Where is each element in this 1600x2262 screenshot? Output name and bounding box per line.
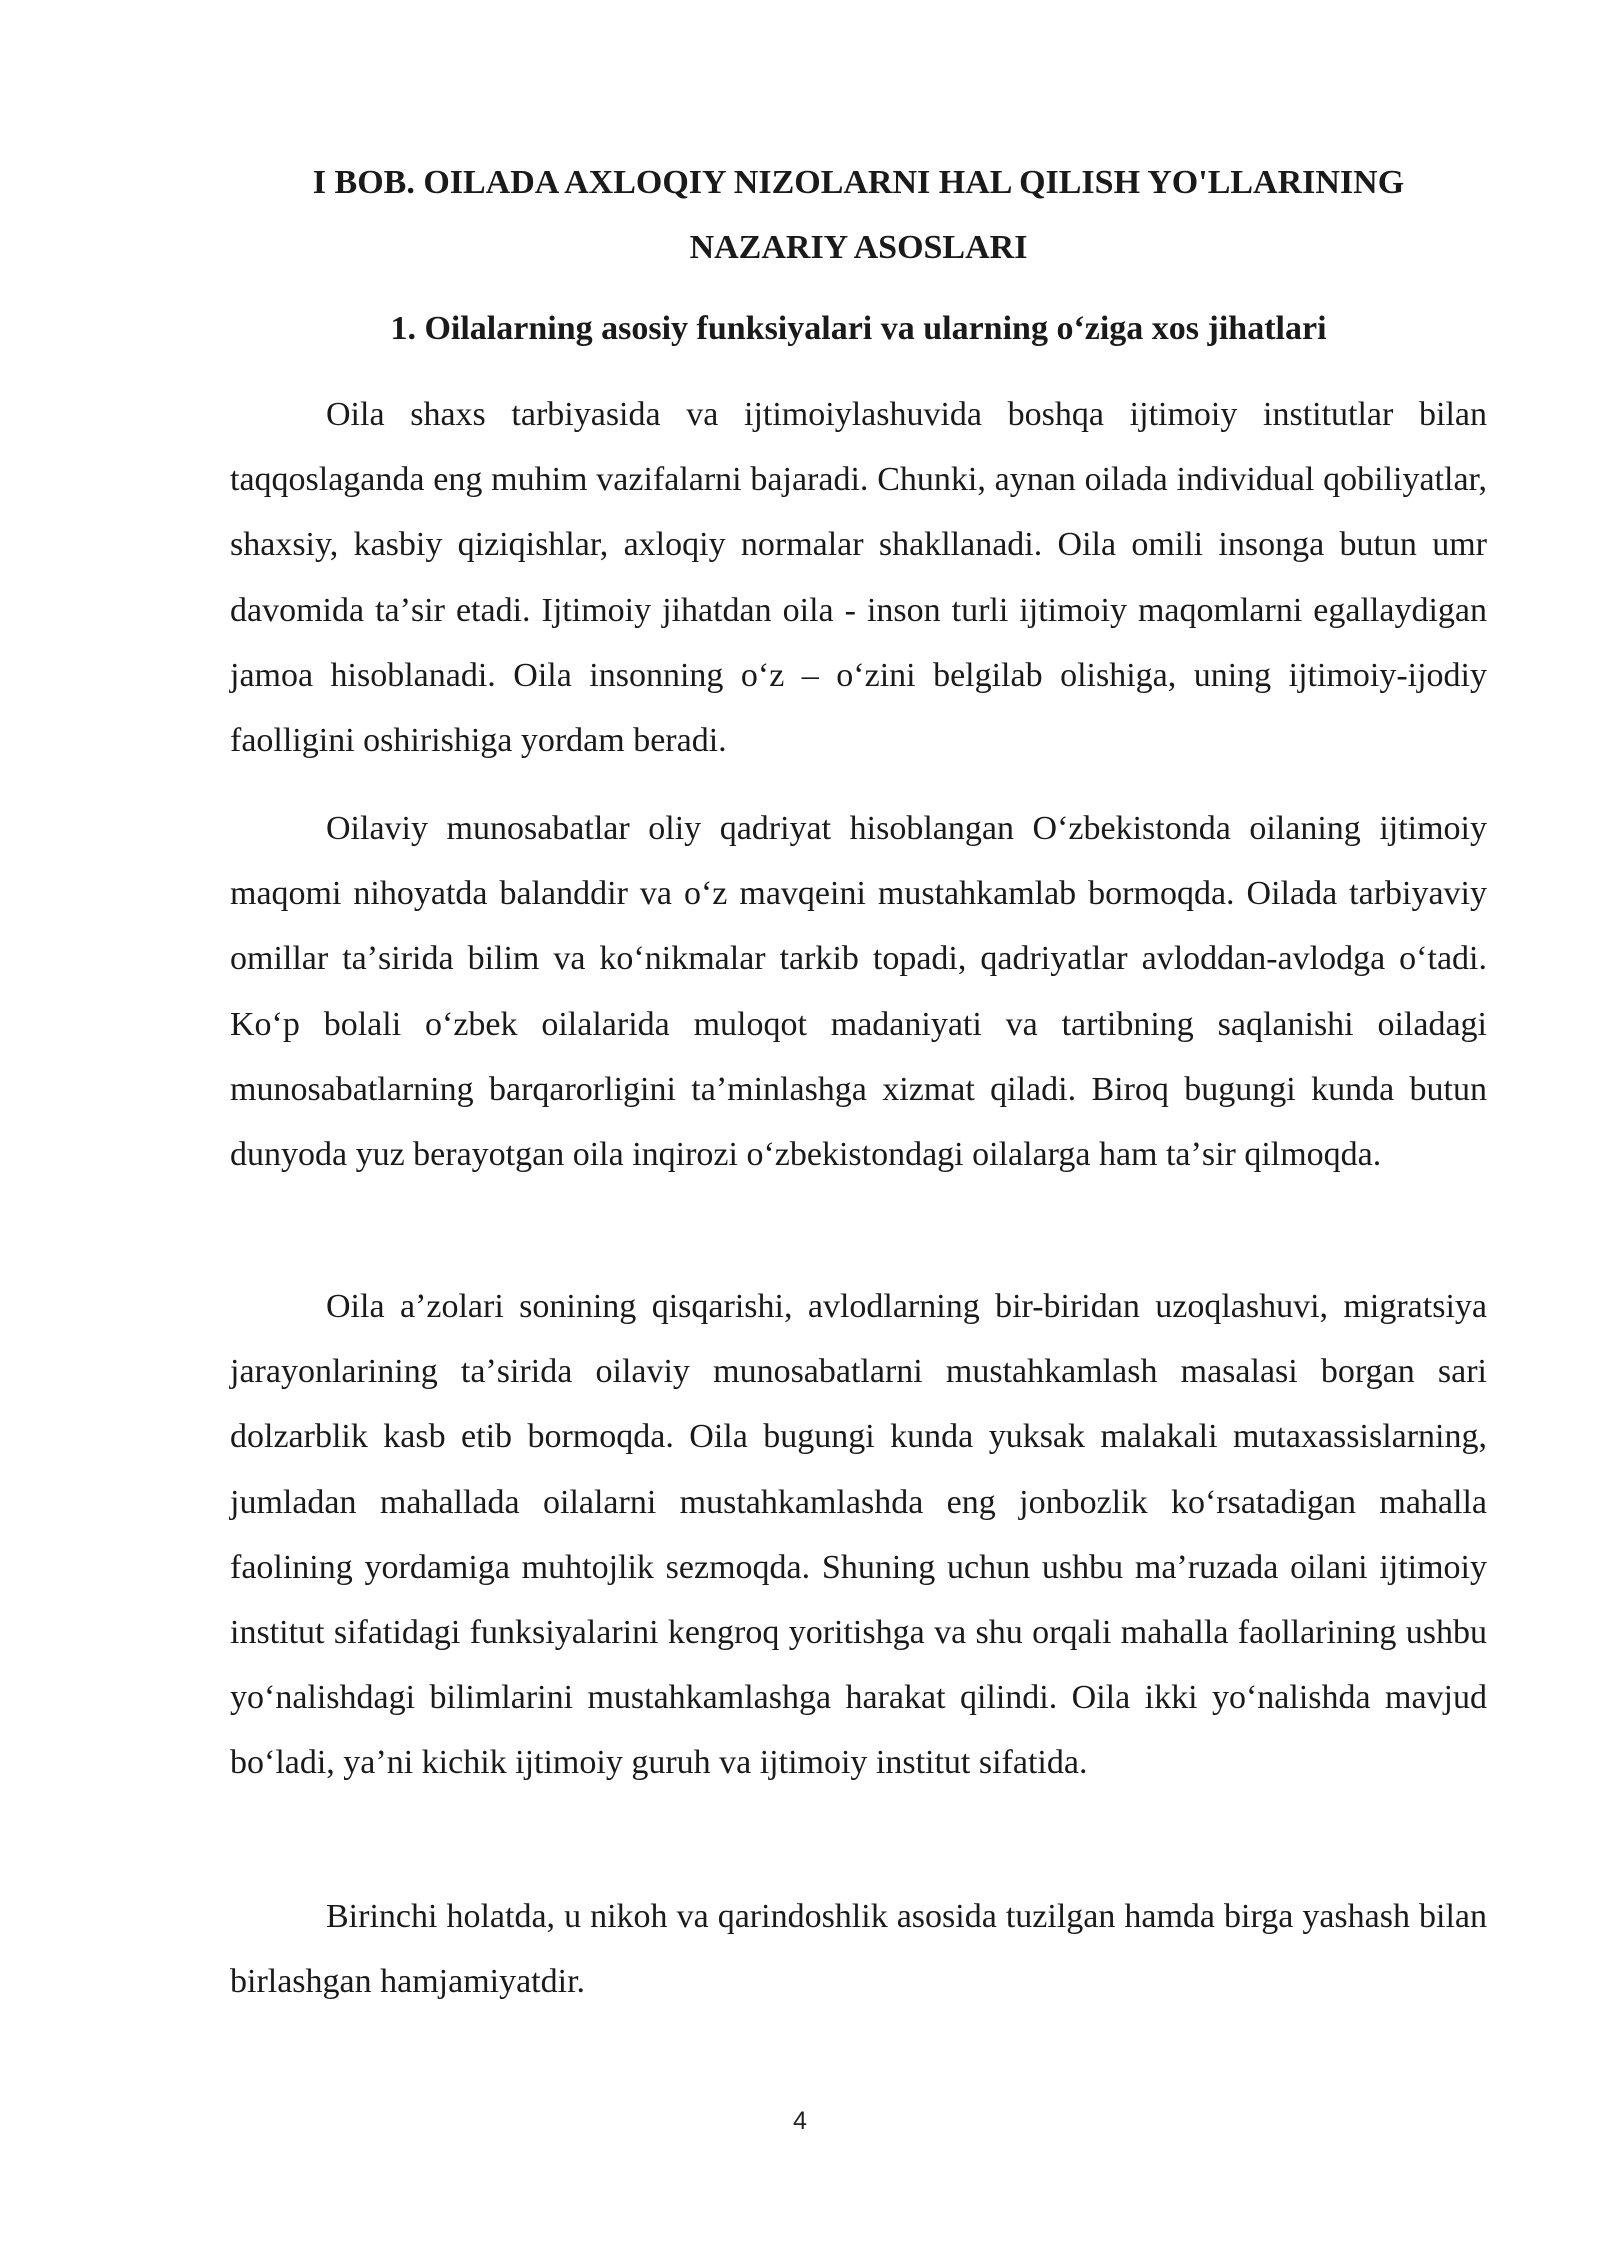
page-number: 4 bbox=[793, 2107, 807, 2135]
section-title: 1. Oilalarning asosiy funksiyalari va ularning oʻziga xos jihatlari bbox=[390, 310, 1327, 347]
paragraph: Oila aʼzolari sonining qisqarishi, avlodlarning bir-biridan uzoqlashuvi, migratsiya jarayonlarining taʼsirida oilaviy munosabatlarni mustahkamlash masalasi borgan sari dolzarblik kasb etib bormoqda. Oila bugungi kunda yuksak malakali mutaxassislarning, jumladan mahallada oilalarni mustahkamlashda eng jonbozlik koʻrsatadigan mahalla faolining yordamiga muhtojlik sezmoqda. Shuning uchun ushbu maʼruzada oilani ijtimoiy institut sifatidagi funksiyalarini kengroq yoritishga va shu orqali mahalla faollarining ushbu yoʻnalishdagi bilimlarini mustahkamlashga harakat qilindi. Oila ikki yoʻnalishda mavjud boʻladi, yaʼni kichik ijtimoiy guruh va ijtimoiy institut sifatida. bbox=[230, 1288, 1487, 1782]
chapter-title: I BOB. OILADA AXLOQIY NIZOLARNI HAL QILISH YO'LLARINING NAZARIY ASOSLARI bbox=[312, 164, 1405, 266]
paragraph: Birinchi holatda, u nikoh va qarindoshlik asosida tuzilgan hamda birga yashash bilan birlashgan hamjamiyatdir. bbox=[230, 1898, 1487, 2001]
paragraph: Oila shaxs tarbiyasida va ijtimoiylashuvida boshqa ijtimoiy institutlar bilan taqqoslaganda eng muhim vazifalarni bajaradi. Chunki, aynan oilada individual qobiliyatlar, shaxsiy, kasbiy qiziqishlar, axloqiy normalar shakllanadi. Oila omili insonga butun umr davomida taʼsir etadi. Ijtimoiy jihatdan oila - inson turli ijtimoiy maqomlarni egallaydigan jamoa hisoblanadi. Oila insonning oʻz – oʻzini belgilab olishiga, uning ijtimoiy-ijodiy faolligini oshirishiga yordam beradi. bbox=[230, 396, 1487, 760]
paragraph: Oilaviy munosabatlar oliy qadriyat hisoblangan Oʻzbekistonda oilaning ijtimoiy maqomi nihoyatda balanddir va oʻz mavqeini mustahkamlab bormoqda. Oilada tarbiyaviy omillar taʼsirida bilim va koʻnikmalar tarkib topadi, qadriyatlar avloddan-avlodga oʻtadi. Koʻp bolali oʻzbek oilalarida muloqot madaniyati va tartibning saqlanishi oiladagi munosabatlarning barqarorligini taʼminlashga xizmat qiladi. Biroq bugungi kunda butun dunyoda yuz berayotgan oila inqirozi oʻzbekistondagi oilalarga ham taʼsir qilmoqda. bbox=[230, 810, 1487, 1174]
